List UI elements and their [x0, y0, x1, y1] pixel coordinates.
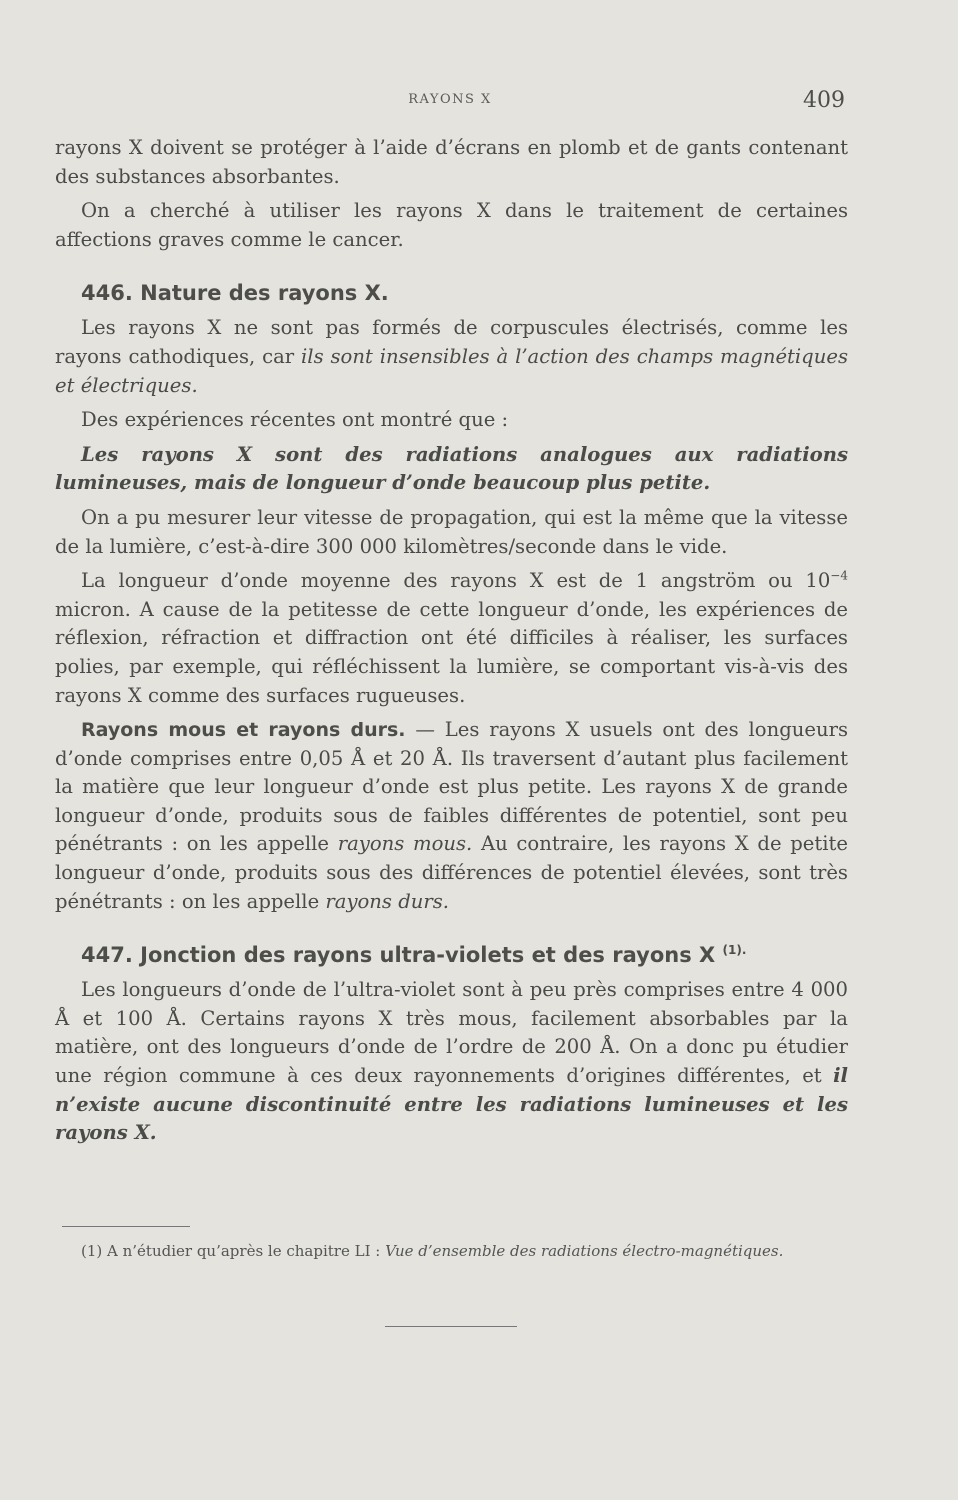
running-title: RAYONS X: [408, 92, 492, 107]
footnote: [55, 1240, 848, 1263]
bold-italic-run: Les rayons X sont des radiations analogues aux radiations lumineuses, mais de longueur d’onde beaucoup plus petite.: [55, 442, 848, 495]
bold-italic-run: il n’existe aucune discontinuité entre les radiations lumineuses et les rayons X.: [55, 1064, 848, 1145]
text-run: Les longueurs d’onde de l’ultra-violet sont à peu près comprises entre 4 000 Å et 100 Å. Certains rayons X très mous, facilement absorbables par la matière, ont des longueurs d’onde de l’ordre de 200 Å. On a donc pu étudier une région commune à ces deux rayonnements d’origines différentes, et: [55, 978, 848, 1088]
body-text: [55, 134, 848, 1148]
footnote-ref: (1).: [722, 943, 747, 958]
italic-run: rayons durs.: [325, 889, 450, 913]
text-run: Au contraire, les rayons X de petite longueur d’onde, produits sous des différences de potentiel élevées, sont très pénétrants : on les appelle: [55, 832, 848, 913]
paragraph-mous-durs: [55, 716, 848, 916]
page-header: [55, 88, 845, 118]
italic-run: ils sont insensibles à l’action des champs magnétiques et électriques.: [55, 344, 848, 397]
bold-run: Rayons mous et rayons durs.: [81, 719, 406, 742]
text-run: — Les rayons X usuels ont des longueurs d’onde comprises entre 0,05 Å et 20 Å. Ils traversent d’autant plus facilement la matière que leur longueur d’onde est plus petite. Les rayons X de grande longueur d’onde, produits sous de faibles différentes de potentiel, sont peu pénétrants : on les appelle: [55, 718, 848, 856]
text-run: Les rayons X ne sont pas formés de corpuscules électrisés, comme les rayons cathodiques, car: [55, 316, 848, 368]
section-heading-447: [55, 940, 848, 970]
italic-run: Vue d’ensemble des radiations électro-magnétiques.: [385, 1242, 784, 1260]
paragraph-jonction: [55, 976, 848, 1148]
end-rule: [385, 1326, 517, 1327]
text-run: micron. A cause de la petitesse de cette longueur d’onde, les expériences de réflexion, réfraction et diffraction ont été difficiles à réaliser, les surfaces polies, par exemple, qui réfléchissent la lumière, se comportant vis-à-vis des rayons X comme des surfaces rugueuses.: [55, 597, 848, 707]
paragraph-vitesse: On a pu mesurer leur vitesse de propagation, qui est la même que la vitesse de la lumière, c’est-à-dire 300 000 kilomètres/seconde dans le vide.: [55, 505, 848, 558]
paragraph-experiences: Des expériences récentes ont montré que :: [81, 408, 509, 432]
footnote-divider: [62, 1226, 190, 1227]
italic-run: rayons mous.: [337, 832, 473, 856]
exponent: −4: [830, 568, 848, 583]
paragraph-continued: rayons X doivent se protéger à l’aide d’écrans en plomb et de gants contenant des substances absorbantes.: [55, 136, 848, 188]
paragraph-definition: [55, 441, 848, 498]
text-run: (1) A n’étudier qu’après le chapitre LI :: [81, 1242, 386, 1260]
footnote-text: [55, 1240, 848, 1263]
paragraph-longueur-onde: [55, 567, 848, 710]
heading-text: 447. Jonction des rayons ultra-violets et des rayons X: [81, 943, 716, 968]
text-run: La longueur d’onde moyenne des rayons X est de 1 angström ou 10: [81, 569, 831, 593]
section-heading-446: 446. Nature des rayons X.: [81, 281, 389, 306]
paragraph-cancer: On a cherché à utiliser les rayons X dans le traitement de certaines affections graves comme le cancer.: [55, 199, 848, 251]
paragraph-corpuscules: [55, 314, 848, 400]
page-number: 409: [803, 88, 845, 113]
